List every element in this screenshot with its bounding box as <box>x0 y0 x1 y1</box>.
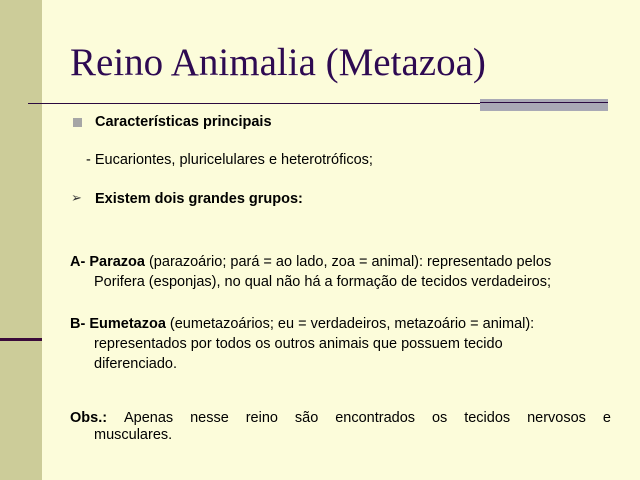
side-decoration-bar <box>0 0 42 480</box>
title-accent-bar <box>480 99 608 111</box>
eumetazoa-line1: (eumetazoários; eu = verdadeiros, metazoário = animal): <box>165 316 535 332</box>
bullet-two-groups: Existem dois grandes grupos: <box>95 191 303 207</box>
obs-word: nervosos <box>527 410 586 426</box>
parazoa-line2: Porifera (esponjas), no qual não há a formação de tecidos verdadeiros; <box>94 274 552 290</box>
obs-word: e <box>602 410 611 426</box>
bullet-main-characteristics: Características principais <box>95 114 272 130</box>
eumetazoa-paragraph <box>70 314 534 374</box>
obs-word: encontrados <box>335 410 416 426</box>
slide-title: Reino Animalia (Metazoa) <box>70 41 486 84</box>
obs-word: são <box>294 410 319 426</box>
parazoa-label: A- Parazoa <box>70 254 145 270</box>
obs-word: reino <box>245 410 278 426</box>
parazoa-line1: (parazoário; pará = ao lado, zoa = animal): representado pelos <box>144 254 552 270</box>
obs-word: tecidos <box>464 410 511 426</box>
obs-word: os <box>431 410 448 426</box>
eumetazoa-line2: representados por todos os outros animais que possuem tecido <box>94 336 503 352</box>
side-decoration-line <box>0 338 42 341</box>
bullet-eukaryotes: - Eucariontes, pluricelulares e heterotróficos; <box>86 152 373 168</box>
eumetazoa-line3: diferenciado. <box>94 356 178 372</box>
square-bullet-icon <box>73 118 82 127</box>
arrow-bullet-icon: ➢ <box>71 190 82 205</box>
obs-label: Obs.: <box>70 410 108 426</box>
parazoa-paragraph <box>70 252 551 292</box>
obs-word: Apenas <box>123 410 174 426</box>
observation-paragraph <box>70 410 611 444</box>
obs-line2: musculares. <box>94 427 173 443</box>
obs-word: nesse <box>190 410 229 426</box>
eumetazoa-label: B- Eumetazoa <box>70 316 166 332</box>
